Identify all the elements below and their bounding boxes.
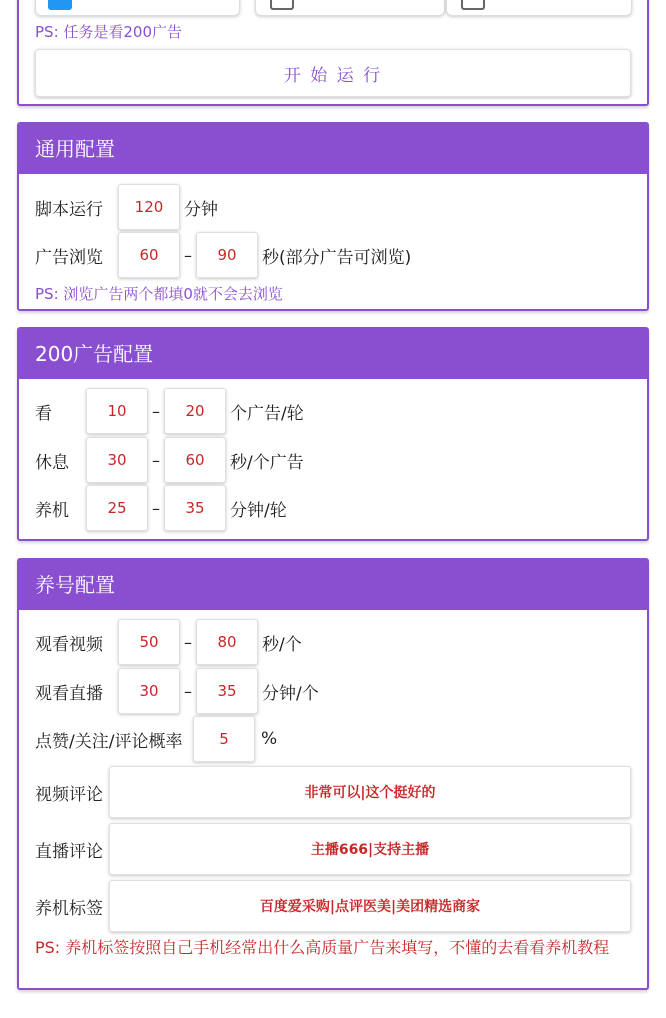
script-run-unit: 分钟: [184, 199, 218, 220]
live-comment-input[interactable]: 主播666|支持主播: [109, 823, 631, 875]
prob-unit: %: [261, 729, 278, 749]
script-run-input[interactable]: 120: [118, 184, 180, 230]
general-ps-note: PS: 浏览广告两个都填0就不会去浏览: [35, 285, 283, 303]
task-ps-note: PS: 任务是看200广告: [35, 23, 183, 41]
rest-min-input[interactable]: 30: [86, 437, 148, 483]
idle-max-input[interactable]: 35: [164, 485, 226, 531]
rest-label: 休息: [35, 452, 69, 473]
general-config-title: 通用配置: [19, 124, 647, 174]
task-option-3[interactable]: [446, 0, 632, 16]
script-run-row: [35, 183, 218, 231]
range-dash: –: [152, 401, 160, 421]
checkbox-unchecked-icon[interactable]: [270, 0, 294, 10]
checkbox-unchecked-icon[interactable]: [461, 0, 485, 10]
video-min-input[interactable]: 50: [118, 619, 180, 665]
idle-tags-row: [35, 879, 631, 933]
task-card: [17, 0, 649, 106]
video-comment-row: [35, 765, 631, 819]
watch-row: [35, 387, 304, 435]
prob-row: [35, 715, 277, 763]
live-row: [35, 667, 319, 715]
account-config-title: 养号配置: [19, 560, 647, 610]
prob-input[interactable]: 5: [193, 716, 255, 762]
watch-label: 看: [35, 403, 52, 424]
video-max-input[interactable]: 80: [196, 619, 258, 665]
ad-browse-row: [35, 231, 411, 279]
script-run-label: 脚本运行: [35, 199, 103, 220]
start-button[interactable]: [35, 49, 631, 97]
range-dash: –: [184, 245, 192, 265]
live-comment-row: [35, 822, 631, 876]
live-unit: 分钟/个: [262, 683, 319, 704]
rest-max-input[interactable]: 60: [164, 437, 226, 483]
ad200-config-title: 200广告配置: [19, 329, 647, 379]
live-max-input[interactable]: 35: [196, 668, 258, 714]
checkbox-checked-icon[interactable]: [48, 0, 72, 10]
idle-tags-input[interactable]: 百度爱采购|点评医美|美团精选商家: [109, 880, 631, 932]
idle-label: 养机: [35, 500, 69, 521]
ad200-config-card: [17, 327, 649, 541]
ad-browse-unit: 秒(部分广告可浏览): [262, 247, 412, 268]
idle-unit: 分钟/轮: [230, 500, 287, 521]
general-config-card: [17, 122, 649, 311]
video-row: [35, 618, 302, 666]
account-config-card: [17, 558, 649, 990]
range-dash: –: [184, 632, 192, 652]
video-comment-input[interactable]: 非常可以|这个挺好的: [109, 766, 631, 818]
idle-tags-label: 养机标签: [35, 898, 103, 919]
rest-row: [35, 436, 304, 484]
account-ps-note: PS: 养机标签按照自己手机经常出什么高质量广告来填写，不懂的去看看养机教程: [35, 938, 610, 957]
idle-min-input[interactable]: 25: [86, 485, 148, 531]
watch-min-input[interactable]: 10: [86, 388, 148, 434]
task-option-2[interactable]: [255, 0, 445, 16]
watch-unit: 个广告/轮: [230, 403, 304, 424]
video-label: 观看视频: [35, 634, 103, 655]
range-dash: –: [152, 498, 160, 518]
ad-browse-max-input[interactable]: 90: [196, 232, 258, 278]
range-dash: –: [184, 681, 192, 701]
live-label: 观看直播: [35, 683, 103, 704]
live-comment-label: 直播评论: [35, 841, 103, 862]
idle-row: [35, 484, 287, 532]
start-button-label: 开 始 运 行: [283, 65, 383, 86]
task-option-1[interactable]: [35, 0, 240, 16]
rest-unit: 秒/个广告: [230, 452, 304, 473]
ad-browse-label: 广告浏览: [35, 247, 103, 268]
video-unit: 秒/个: [262, 634, 302, 655]
range-dash: –: [152, 450, 160, 470]
prob-label: 点赞/关注/评论概率: [35, 731, 183, 752]
live-min-input[interactable]: 30: [118, 668, 180, 714]
video-comment-label: 视频评论: [35, 784, 103, 805]
watch-max-input[interactable]: 20: [164, 388, 226, 434]
ad-browse-min-input[interactable]: 60: [118, 232, 180, 278]
